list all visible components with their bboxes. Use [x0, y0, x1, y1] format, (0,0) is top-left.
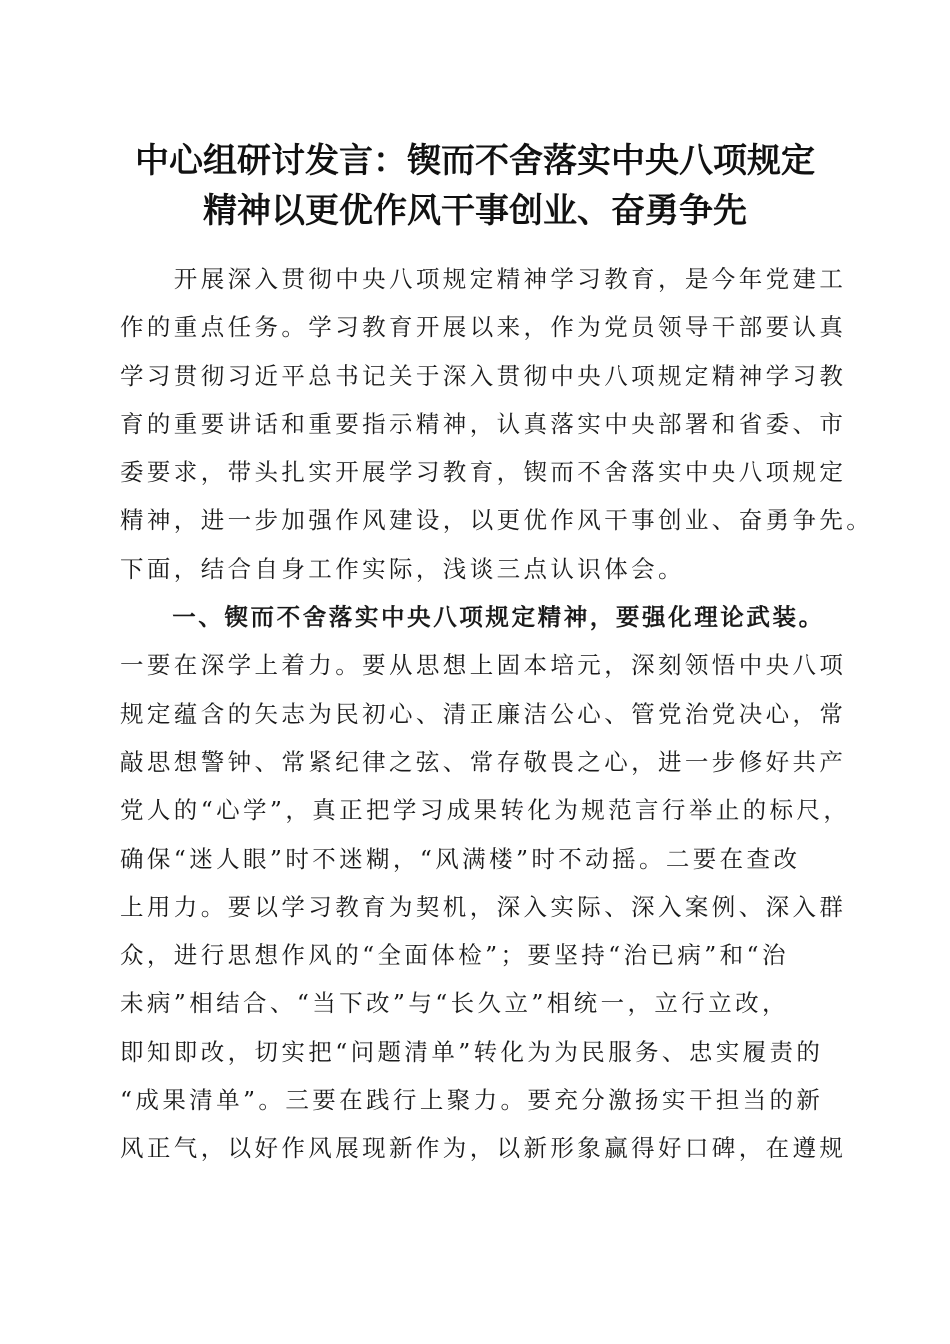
body-line: 党人的“心学”，真正把学习成果转化为规范言行举止的标尺，	[120, 796, 851, 825]
body-line: 众，进行思想作风的“全面体检”；要坚持“治已病”和“治	[120, 941, 789, 970]
body-line: 开展深入贯彻中央八项规定精神学习教育，是今年党建工	[120, 265, 847, 293]
section-heading-1: 一、锲而不舍落实中央八项规定精神，要强化理论武装。	[120, 603, 825, 632]
body-line: 确保“迷人眼”时不迷糊，“风满楼”时不动摇。二要在查改	[120, 844, 801, 873]
document-title	[100, 136, 850, 236]
body-line: 作的重点任务。学习教育开展以来，作为党员领导干部要认真	[120, 313, 847, 342]
body-line: 一要在深学上着力。要从思想上固本培元，深刻领悟中央八项	[120, 651, 847, 680]
body-line: 上用力。要以学习教育为契机，深入实际、深入案例、深入群	[120, 892, 847, 921]
body-line: 委要求，带头扎实开展学习教育，锲而不舍落实中央八项规定	[120, 458, 847, 487]
body-line: 未病”相结合、“当下改”与“长久立”相统一，立行立改，	[120, 989, 789, 1018]
body-line: “成果清单”。三要在践行上聚力。要充分激扬实干担当的新	[120, 1086, 824, 1115]
body-line: 学习贯彻习近平总书记关于深入贯彻中央八项规定精神学习教	[120, 361, 847, 390]
body-line: 育的重要讲话和重要指示精神，认真落实中央部署和省委、市	[120, 409, 847, 438]
body-line: 风正气，以好作风展现新作为，以新形象赢得好口碑，在遵规	[120, 1134, 847, 1163]
title-line-1: 中心组研讨发言：锲而不舍落实中央八项规定	[135, 141, 815, 181]
title-line-2: 精神以更优作风干事创业、奋勇争先	[203, 191, 747, 231]
body-line: 精神，进一步加强作风建设，以更优作风干事创业、奋勇争先。	[120, 506, 874, 535]
document-body	[120, 255, 874, 1173]
body-line: 即知即改，切实把“问题清单”转化为为民服务、忠实履责的	[120, 1037, 824, 1066]
body-line: 敲思想警钟、常紧纪律之弦、常存敬畏之心，进一步修好共产	[120, 747, 847, 776]
body-line: 下面，结合自身工作实际，浅谈三点认识体会。	[120, 554, 685, 583]
body-line: 规定蕴含的矢志为民初心、清正廉洁公心、管党治党决心，常	[120, 699, 847, 728]
